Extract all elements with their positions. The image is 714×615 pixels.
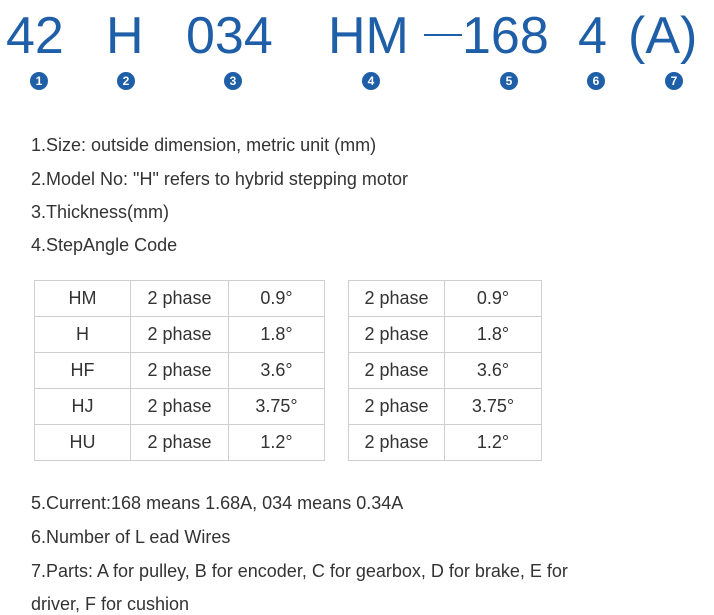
code-step-angle: HM (328, 7, 409, 65)
table-cell-phase: 2 phase (131, 389, 229, 425)
description-parts-continued: driver, F for cushion (31, 594, 190, 614)
badge-1: 1 (30, 72, 48, 90)
code-lead-wires: 4 (578, 7, 607, 65)
table-cell-angle: 0.9° (445, 281, 542, 317)
step-angle-table-left (34, 280, 325, 461)
table-cell-code: HU (35, 425, 131, 461)
description-lead-wires: 6.Number of L ead Wires (31, 527, 231, 547)
table-cell-phase: 2 phase (349, 425, 445, 461)
code-model: H (106, 7, 144, 65)
table-cell-angle: 3.75° (445, 389, 542, 425)
table-cell-angle: 1.2° (445, 425, 542, 461)
table-row (349, 353, 542, 389)
description-parts: 7.Parts: A for pulley, B for encoder, C for gearbox, D for brake, E for (31, 561, 568, 581)
table-cell-angle: 1.8° (229, 317, 325, 353)
description-step-angle: 4.StepAngle Code (31, 235, 178, 255)
description-thickness: 3.Thickness(mm) (31, 202, 170, 222)
table-row (349, 281, 542, 317)
table-row (35, 353, 325, 389)
table-cell-phase: 2 phase (131, 353, 229, 389)
table-cell-phase: 2 phase (131, 317, 229, 353)
badge-3: 3 (224, 72, 242, 90)
code-size: 42 (6, 7, 64, 65)
table-cell-code: H (35, 317, 131, 353)
table-row (349, 389, 542, 425)
badge-5: 5 (500, 72, 518, 90)
table-row (35, 425, 325, 461)
table-row (35, 281, 325, 317)
table-cell-code: HJ (35, 389, 131, 425)
step-angle-table-right (348, 280, 542, 461)
description-current: 5.Current:168 means 1.68A, 034 means 0.34A (31, 493, 404, 513)
code-current: 168 (462, 7, 549, 65)
table-cell-phase: 2 phase (349, 317, 445, 353)
table-cell-angle: 3.6° (445, 353, 542, 389)
table-cell-angle: 1.8° (445, 317, 542, 353)
description-model: 2.Model No: "H" refers to hybrid stepping motor (31, 169, 408, 189)
table-cell-angle: 3.6° (229, 353, 325, 389)
table-row (35, 389, 325, 425)
table-cell-phase: 2 phase (349, 389, 445, 425)
description-size: 1.Size: outside dimension, metric unit (mm) (31, 135, 377, 155)
table-cell-angle: 1.2° (229, 425, 325, 461)
code-thickness: 034 (186, 7, 273, 65)
code-separator-dash (424, 34, 462, 36)
badge-4: 4 (362, 72, 380, 90)
table-cell-code: HF (35, 353, 131, 389)
table-cell-phase: 2 phase (349, 353, 445, 389)
table-cell-angle: 0.9° (229, 281, 325, 317)
badge-2: 2 (117, 72, 135, 90)
code-parts: (A) (628, 7, 698, 65)
table-cell-phase: 2 phase (131, 281, 229, 317)
table-cell-angle: 3.75° (229, 389, 325, 425)
table-row (35, 317, 325, 353)
table-row (349, 317, 542, 353)
table-row (349, 425, 542, 461)
table-cell-phase: 2 phase (349, 281, 445, 317)
badge-7: 7 (665, 72, 683, 90)
badge-6: 6 (587, 72, 605, 90)
table-cell-phase: 2 phase (131, 425, 229, 461)
table-cell-code: HM (35, 281, 131, 317)
